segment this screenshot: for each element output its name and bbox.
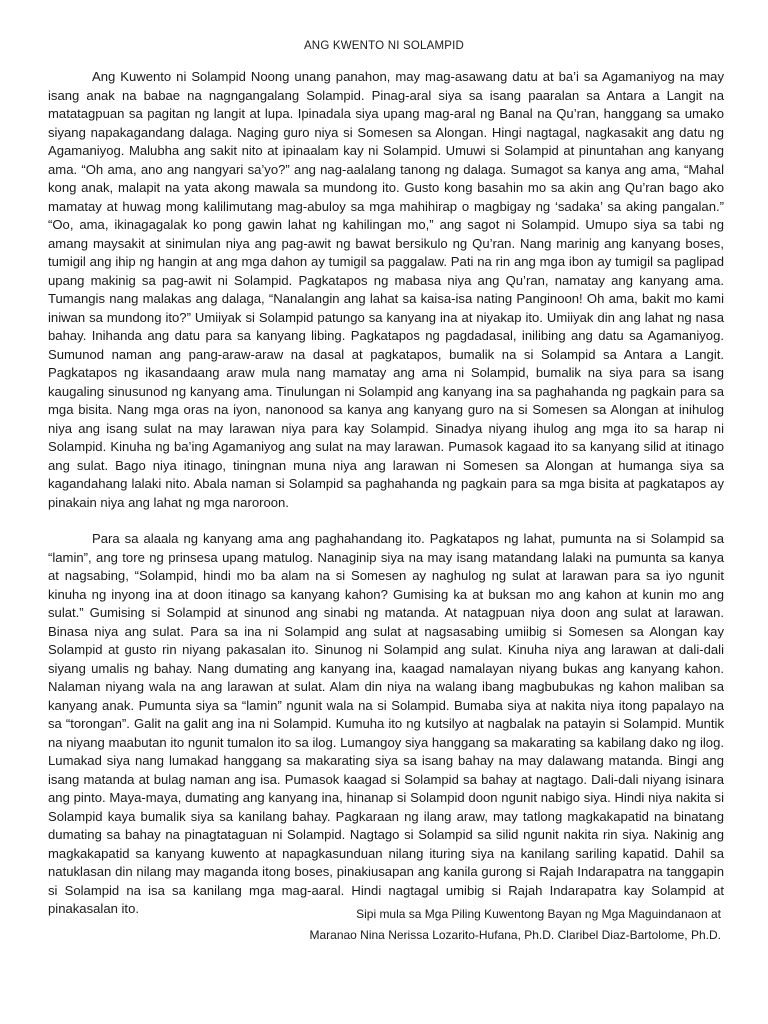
- source-citation: [48, 904, 721, 946]
- document-title: ANG KWENTO NI SOLAMPID: [303, 40, 465, 52]
- story-paragraph-2: Para sa alaala ng kanyang ama ang paghahandang ito. Pagkatapos ng lahat, pumunta na si Solampid sa “lamin”, ang tore ng prinsesa upang matulog. Nanaginip siya na may isang matandang lalaki na pumunta sa kanya at nagsabing, “Solampid, hindi mo ba alam na si Somesen ay naghulog ng sulat at larawan para sa iyo ngunit kinuha ng inyong ina at doon itinago sa kanyang kahon? Gumising ka at buksan mo ang kahon at kunin mo ang sulat.” Gumising si Solampid at sinunod ang sinabi ng matanda. At natagpuan niya doon ang sulat at larawan. Binasa niya ang sulat. Para sa ina ni Solampid ang sulat at nagsasabing umiibig si Somesen sa Alongan kay Solampid at gusto rin niyang pakasalan ito. Sinunog ni Solampid ang sulat. Kinuha niya ang larawan at dali-dali siyang umalis ng bahay. Nang dumating ang kanyang ina, kaagad namalayan niyang bukas ang kanyang kahon. Nalaman niyang wala na ang larawan at sulat. Alam din niya na walang ibang magbubukas ng kahon maliban sa kanyang anak. Pumunta siya sa “lamin” ngunit wala na si Solampid. Bumaba siya at nakita niya itong papalayo na sa “torongan”. Galit na galit ang ina ni Solampid. Kumuha ito ng kutsilyo at nagbalak na patayin si Solampid. Muntik na niyang maabutan ito ngunit tumalon ito sa ilog. Lumangoy siya hanggang sa makarating sa kabilang dako ng ilog. Lumakad siya nang lumakad hanggang sa makarating siya sa isang bahay na may dalawang matanda. Bingi ang isang matanda at bulag naman ang isa. Pumasok kaagad si Solampid sa bahay at nagtago. Dali-dali niyang isinara ang pinto. Maya-maya, dumating ang kanyang ina, hinanap si Solampid doon ngunit nabigo siya. Hindi niya nakita si Solampid kaya bumalik siya sa kanilang bahay. Pagkaraan ng ilang araw, may tatlong magkakapatid na binatang dumating sa bahay na pinagtataguan ni Solampid. Nagtago si Solampid sa silid ngunit nakita rin siya. Nakinig ang magkakapatid sa kanyang kuwento at napagkasunduan nilang ituring siya na kanilang sariling kapatid. Dahil sa natuklasan din nilang may maganda itong boses, pinakiusapan ang kanila gurong si Rajah Indarapatra na tanggapin si Solampid na isa sa kanilang mga mag-aaral. Hindi nagtagal umibig si Rajah Indarapatra kay Solampid at pinakasalan ito.: [48, 531, 724, 916]
- source-line-1: Sipi mula sa Mga Piling Kuwentong Bayan ng Mga Maguindanaon at: [356, 907, 721, 921]
- story-body: [48, 68, 724, 937]
- source-line-2: Maranao Nina Nerissa Lozarito-Hufana, Ph.D. Claribel Diaz-Bartolome, Ph.D.: [309, 928, 721, 942]
- story-paragraph-1: Ang Kuwento ni Solampid Noong unang panahon, may mag-asawang datu at ba’i sa Agamaniyog na may isang anak na babae na nagngangalang Solampid. Pinag-aral siya sa isang paaralan sa Antara a Langit na matatagpuan sa pagitan ng langit at lupa. Ipinadala siya upang mag-aral ng Banal na Qu’ran, hanggang sa umako siyang napakagandang dalaga. Naging guro niya si Somesen sa Alongan. Hingi nagtagal, nagkasakit ang datu ng Agamaniyog. Malubha ang sakit nito at ipinaalam kay ni Solampid. Umuwi si Solampid at pinuntahan ang kanyang ama. “Oh ama, ano ang nangyari sa’yo?” ang nag-aalalang tanong ng dalaga. Sumagot sa kanya ang ama, “Mahal kong anak, malapit na yata akong mawala sa mundong ito. Gusto kong basahin mo sa akin ang Qu’ran bago ako mamatay at huwag mong kalilimutang mag-abuloy sa mga mahihirap o magbigay ng ‘sadaka’ sa aking pangalan.” “Oo, ama, ikinagagalak ko pong gawin lahat ng kahilingan mo,” ang sagot ni Solampid. Umupo siya sa tabi ng amang maysakit at sinimulan niya ang pag-awit ng bawat bersikulo ng Qu’ran. Nang marinig ang kanyang boses, tumigil ang ihip ng hangin at ang mga dahon ay tumigil sa paggalaw. Pati na rin ang mga ibon ay tumigil sa paglipad upang makinig sa pag-awit ni Solampid. Pagkatapos ng mabasa niya ang Qu’ran, namatay ang kanyang ama. Tumangis nang malakas ang dalaga, “Nanalangin ang lahat sa kaisa-isa nating Panginoon! Oh ama, bakit mo kami iniwan sa mundong ito?” Umiiyak si Solampid patungo sa kanyang ina at niyakap ito. Umiiyak din ang lahat ng nasa bahay. Inihanda ang datu para sa kanyang libing. Pagkatapos ng pagdadasal, inilibing ang datu sa Agamaniyog. Sumunod naman ang pang-araw-araw na dasal at pagkatapos, bumalik na si Solampid sa Antara a Langit. Pagkatapos ng ikasandaang araw mula nang mamatay ang ama ni Solampid, bumalik na siya para sa isang kaugaling sinusunod ng kanyang ama. Tinulungan ni Solampid ang kanyang ina sa paghahanda ng pagkain para sa mga bisita. Nang mga oras na iyon, nanonood sa kanya ang kanyang guro na si Somesen sa Alongan at inihulog niya ang isang sulat na may larawan niya para kay Solampid. Sinadya niyang ihulog ang mga ito sa harap ni Solampid. Kinuha ng ba’ing Agamaniyog ang sulat na may larawan. Pumasok kagaad ito sa kanyang silid at itinago ang sulat. Bago niya itinago, tiningnan muna niya ang larawan ni Somesen sa Alongan at humanga siya sa kagandahang lalaki nito. Abala naman si Solampid sa paghahanda ng pagkain para sa mga bisita at pagkatapos ay pinakain niya ang lahat ng mga naroroon.: [48, 69, 724, 510]
